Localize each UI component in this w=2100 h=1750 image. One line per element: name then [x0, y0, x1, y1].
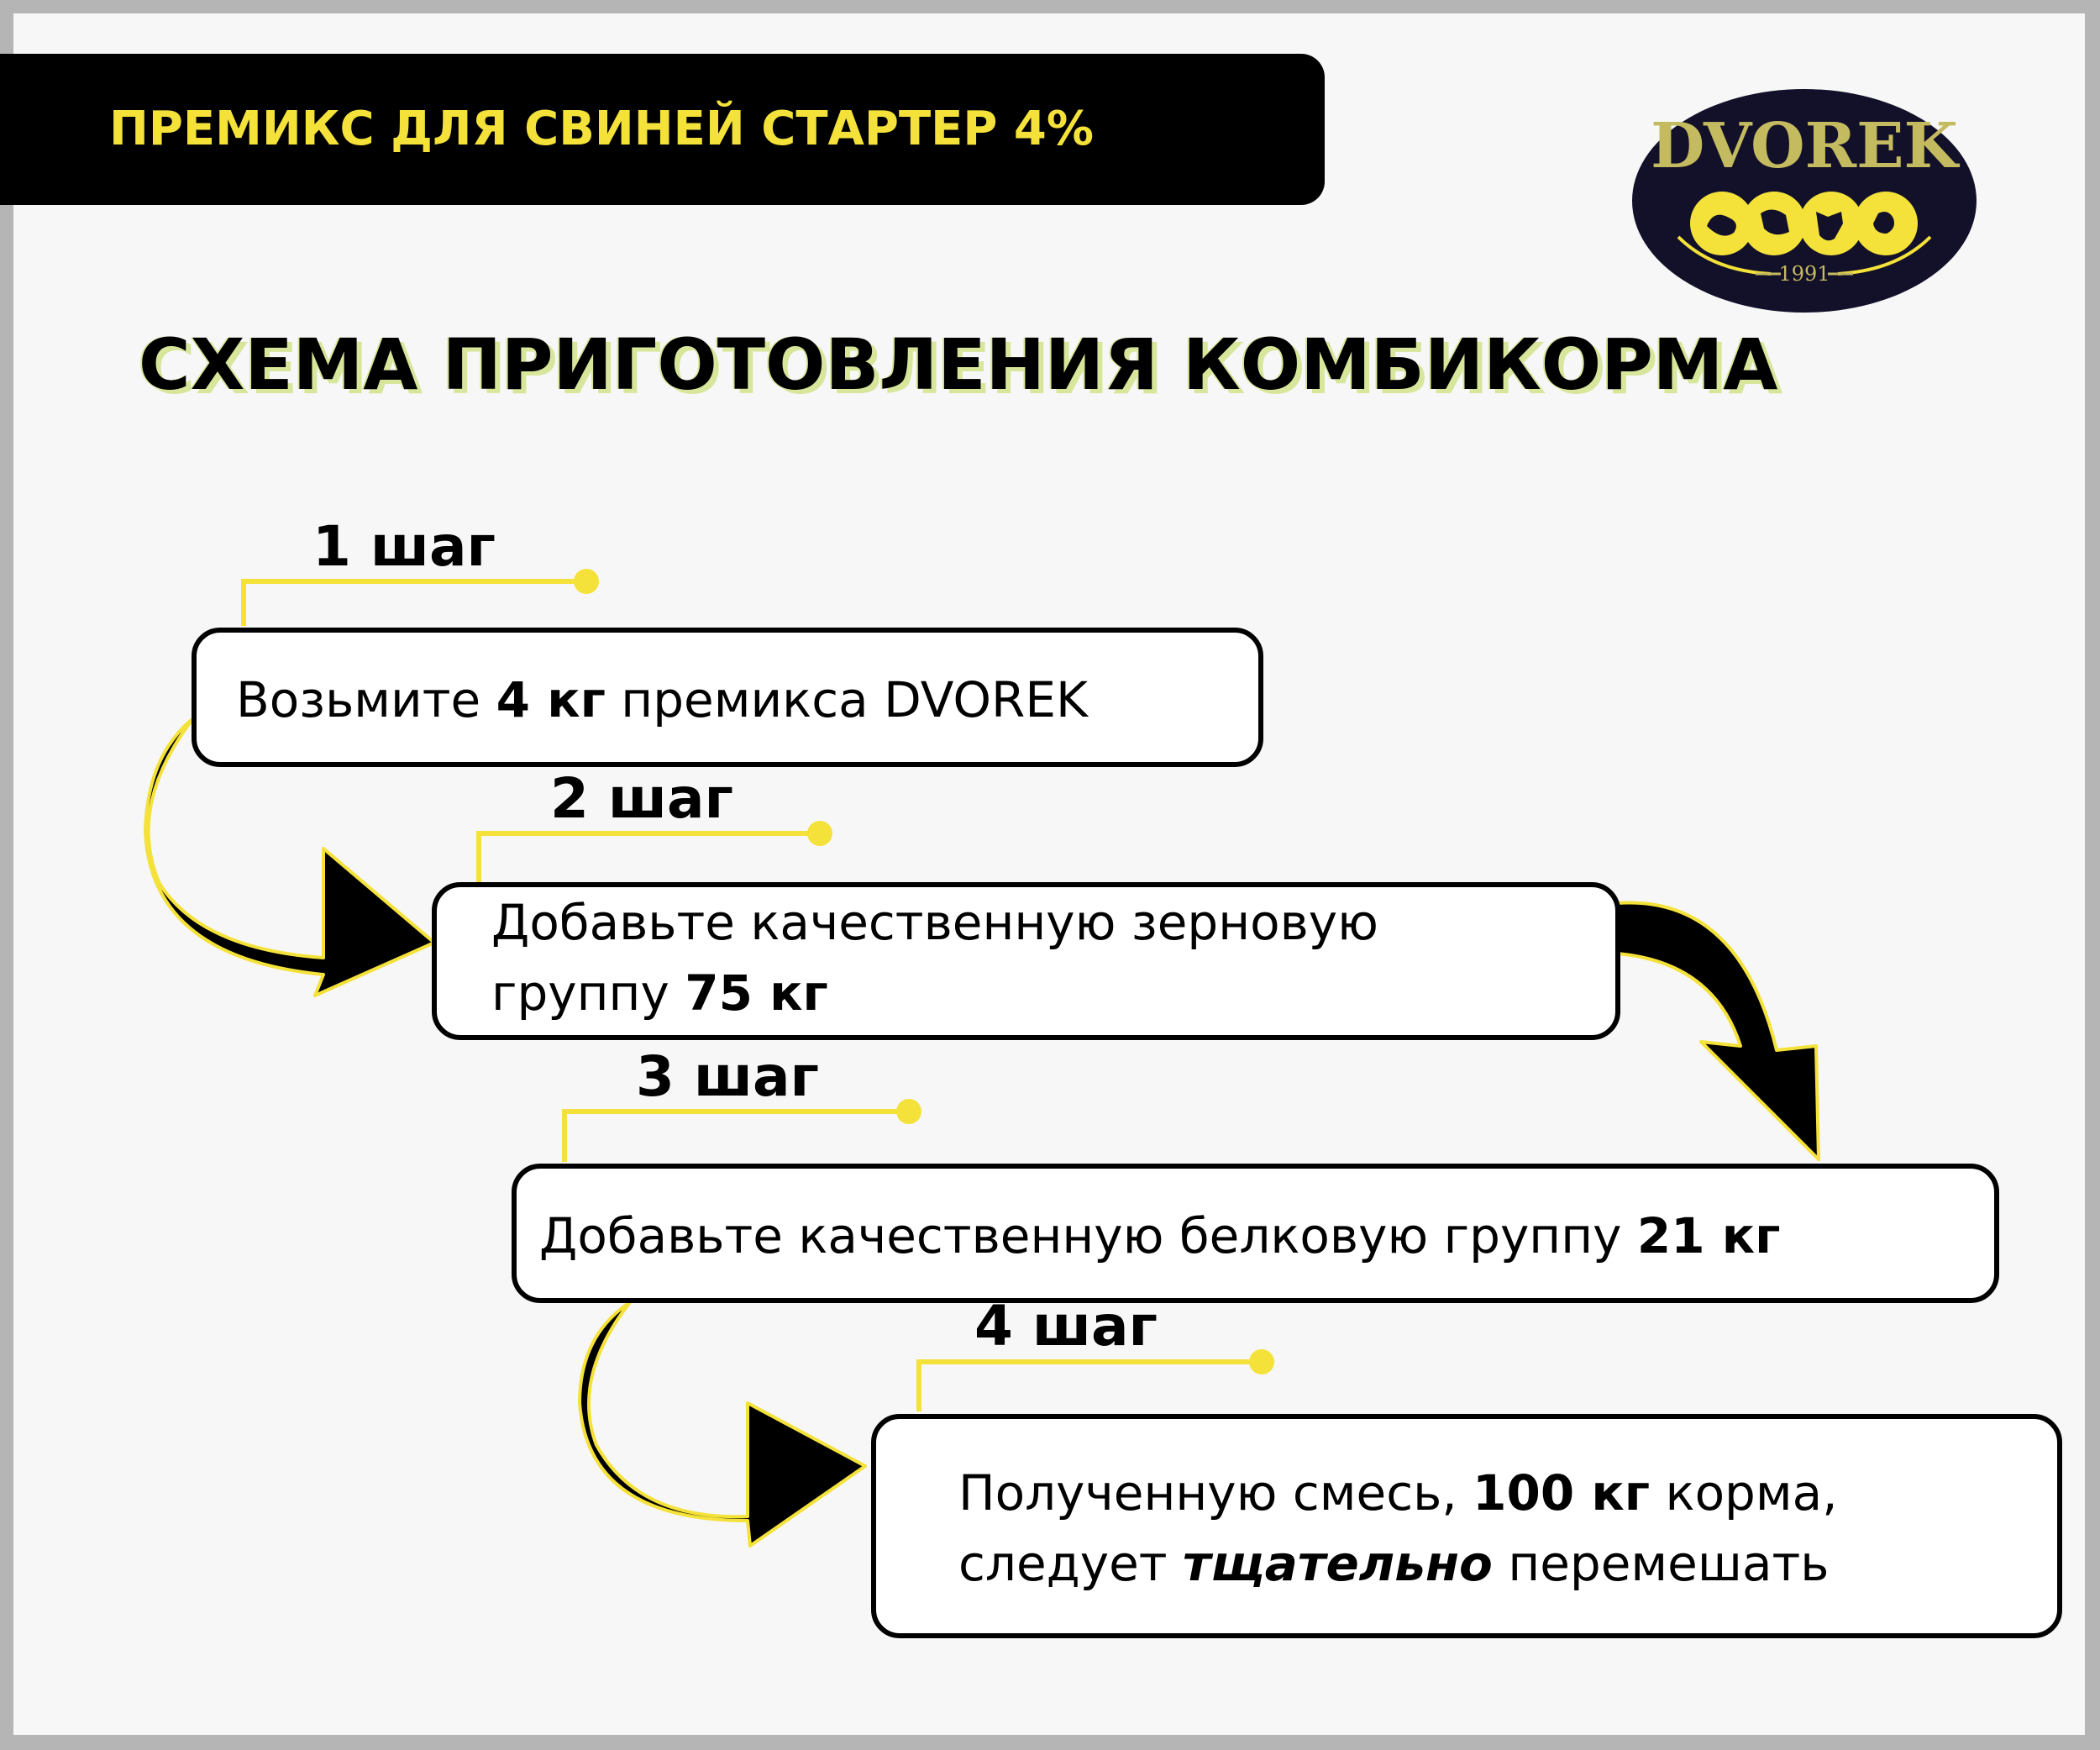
connector-dot-3 — [896, 1099, 921, 1124]
logo-year: 1991 — [1778, 262, 1830, 286]
step-label-4: 4 шаг — [974, 1294, 1158, 1358]
step-text-1: Возьмите 4 кг премикса DVOREK — [236, 671, 1089, 728]
step-label-1: 1 шаг — [312, 514, 496, 579]
connector-step-1 — [244, 581, 586, 626]
step-label-3: 3 шаг — [636, 1044, 820, 1109]
arrow-step-3-to-4 — [580, 1302, 865, 1546]
connector-dot-2 — [807, 821, 832, 846]
arrow-step-2-to-3 — [1617, 902, 1819, 1159]
connector-step-2 — [479, 833, 820, 882]
connector-step-3 — [564, 1111, 909, 1162]
step-box-1 — [192, 628, 1263, 767]
step-box-3 — [512, 1164, 1999, 1303]
logo-brand-text: DVOREK — [1651, 110, 1958, 182]
connector-dot-1 — [574, 569, 599, 594]
connector-step-4 — [919, 1362, 1262, 1411]
step-box-4 — [871, 1414, 2062, 1638]
step-box-2 — [432, 882, 1620, 1040]
step-text-2: Добавьте качественную зерновую группу 75 кг — [491, 894, 1378, 1022]
page-heading: СХЕМА ПРИГОТОВЛЕНИЯ КОМБИКОРМА — [139, 323, 1778, 406]
connector-dot-4 — [1249, 1349, 1274, 1374]
step-text-3: Добавьте качественную белковую группу 21 кг — [539, 1207, 1781, 1264]
step-label-2: 2 шаг — [550, 766, 734, 831]
banner-title: ПРЕМИКС ДЛЯ СВИНЕЙ СТАРТЕР 4% — [109, 102, 1095, 156]
step-text-4: Полученную смесь, 100 кг корма, следует тщательно перемешать — [958, 1464, 1838, 1592]
